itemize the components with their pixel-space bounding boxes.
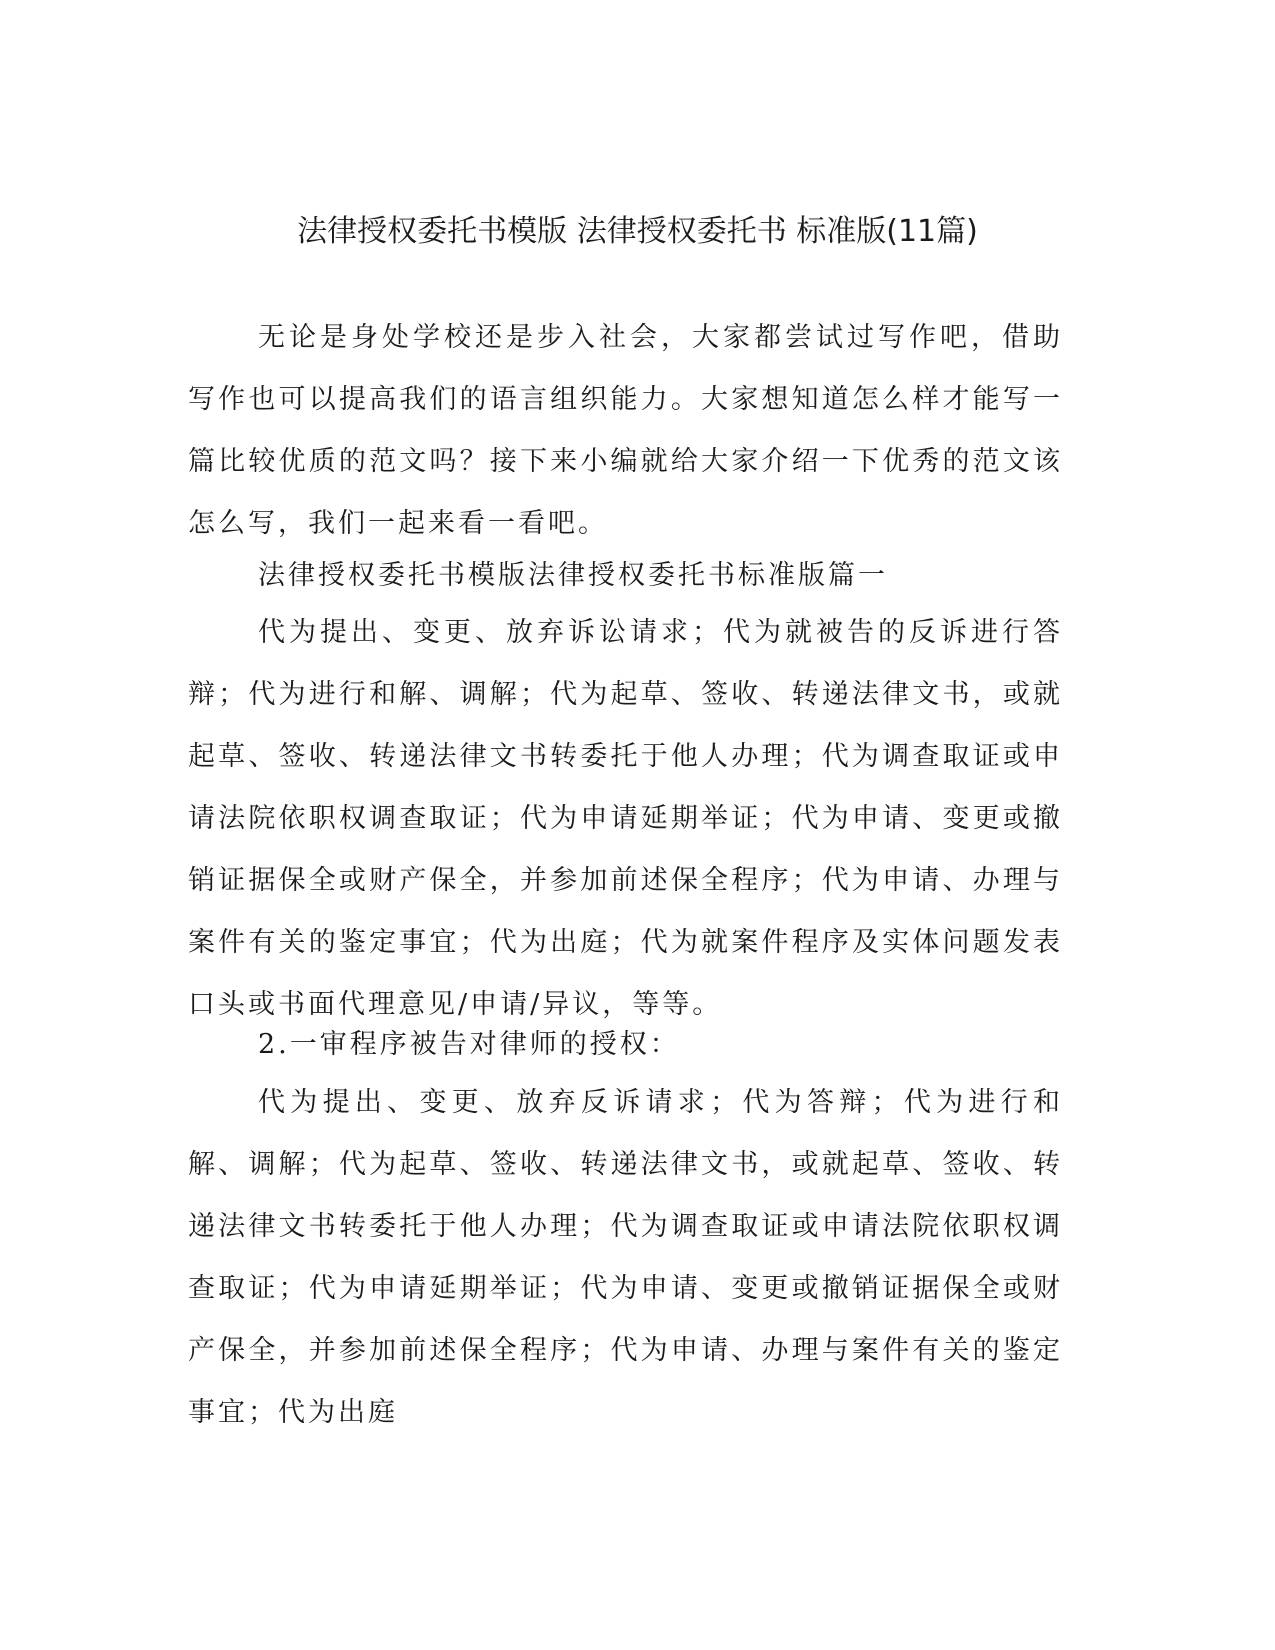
section-subheading: 2.一审程序被告对律师的授权： xyxy=(258,1029,680,1060)
intro-paragraph: 无论是身处学校还是步入社会，大家都尝试过写作吧，借助写作也可以提高我们的语言组织能力。大家想知道怎么样才能写一篇比较优质的范文吗？接下来小编就给大家介绍一下优秀的范文该怎么写，我们一起来看一看吧。 xyxy=(188,322,1063,539)
document-title: 法律授权委托书模版 法律授权委托书 标准版(11篇) xyxy=(297,214,978,249)
section-heading: 法律授权委托书模版法律授权委托书标准版篇一 xyxy=(258,560,888,591)
body-paragraph: 代为提出、变更、放弃反诉请求；代为答辩；代为进行和解、调解；代为起草、签收、转递法律文书，或就起草、签收、转递法律文书转委托于他人办理；代为调查取证或申请法院依职权调查取证；代为申请延期举证；代为申请、变更或撤销证据保全或财产保全，并参加前述保全程序；代为申请、办理与案件有关的鉴定事宜；代为出庭 xyxy=(188,1087,1063,1428)
body-paragraph: 代为提出、变更、放弃诉讼请求；代为就被告的反诉进行答辩；代为进行和解、调解；代为起草、签收、转递法律文书，或就起草、签收、转递法律文书转委托于他人办理；代为调查取证或申请法院依职权调查取证；代为申请延期举证；代为申请、变更或撤销证据保全或财产保全，并参加前述保全程序；代为申请、办理与案件有关的鉴定事宜；代为出庭；代为就案件程序及实体问题发表口头或书面代理意见/申请/异议，等等。 xyxy=(188,617,1063,1020)
